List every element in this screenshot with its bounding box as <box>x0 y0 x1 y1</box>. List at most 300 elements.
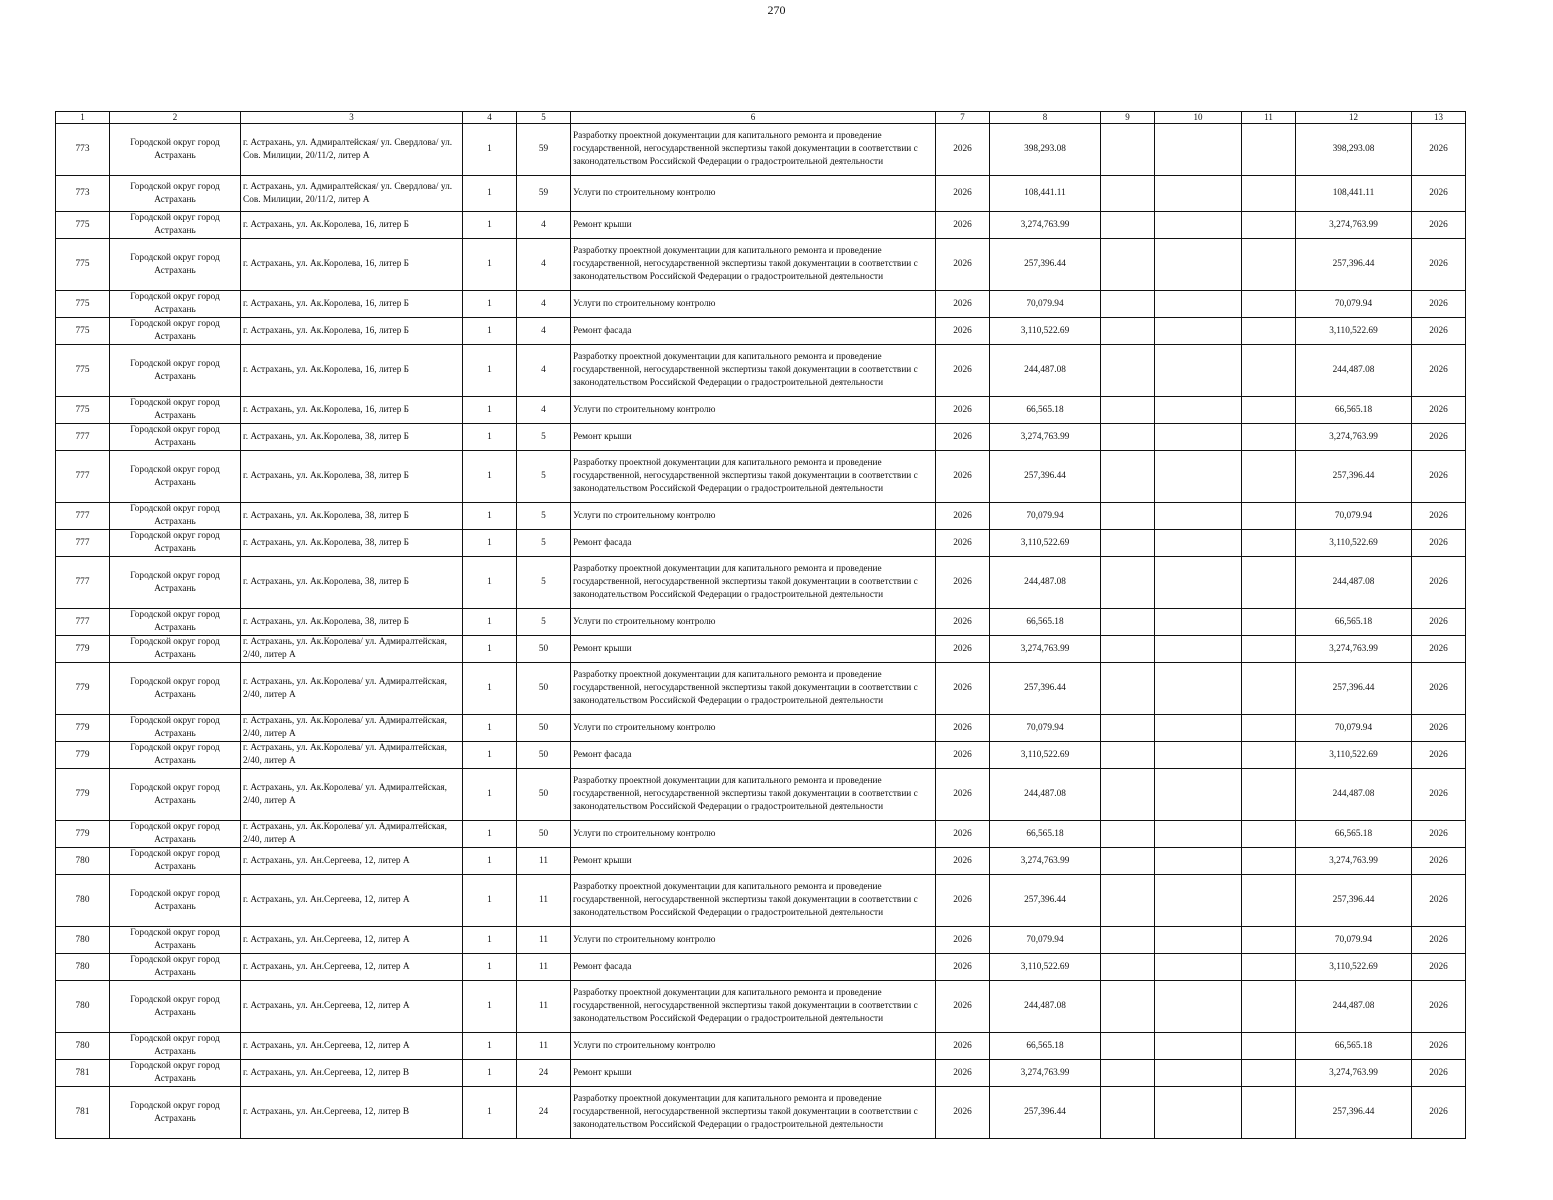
fund-cost-cell: 244,487.08 <box>1296 769 1412 821</box>
col11-cell <box>1242 1033 1296 1060</box>
year-cell: 2026 <box>936 451 990 503</box>
col9-cell <box>1101 1087 1155 1139</box>
fund-cost-cell: 257,396.44 <box>1296 875 1412 927</box>
col9-cell <box>1101 530 1155 557</box>
table-row <box>56 424 1466 451</box>
table-row <box>56 848 1466 875</box>
col4-cell: 1 <box>463 636 517 663</box>
table-row <box>56 609 1466 636</box>
year-cell: 2026 <box>936 424 990 451</box>
municipality-cell: Городской округ город Астрахань <box>110 954 241 981</box>
col5-cell: 50 <box>517 769 571 821</box>
col11-cell <box>1242 875 1296 927</box>
work-type-cell: Услуги по строительному контролю <box>571 397 936 424</box>
col10-cell <box>1155 1087 1242 1139</box>
col4-cell: 1 <box>463 212 517 239</box>
address-cell: г. Астрахань, ул. Ак.Королева, 16, литер Б <box>241 212 463 239</box>
col9-cell <box>1101 1033 1155 1060</box>
year-cell: 2026 <box>936 557 990 609</box>
col4-cell: 1 <box>463 875 517 927</box>
col5-cell: 59 <box>517 124 571 176</box>
col4-cell: 1 <box>463 742 517 769</box>
col4-cell: 1 <box>463 239 517 291</box>
col11-cell <box>1242 212 1296 239</box>
fund-cost-cell: 3,274,763.99 <box>1296 212 1412 239</box>
work-type-cell: Ремонт крыши <box>571 848 936 875</box>
col11-cell <box>1242 981 1296 1033</box>
fund-cost-cell: 257,396.44 <box>1296 663 1412 715</box>
total-cost-cell: 3,274,763.99 <box>990 1060 1101 1087</box>
table-row <box>56 981 1466 1033</box>
total-cost-cell: 3,274,763.99 <box>990 636 1101 663</box>
year-end-cell: 2026 <box>1412 424 1466 451</box>
col5-cell: 4 <box>517 291 571 318</box>
municipality-cell: Городской округ город Астрахань <box>110 848 241 875</box>
work-type-cell: Разработку проектной документации для капитального ремонта и проведение государственной, негосударственной экспертизы такой документации в соответствии с законодательством Российской Федерации о градостроительной деятельности <box>571 769 936 821</box>
fund-cost-cell: 3,110,522.69 <box>1296 954 1412 981</box>
year-end-cell: 2026 <box>1412 397 1466 424</box>
col9-cell <box>1101 742 1155 769</box>
total-cost-cell: 244,487.08 <box>990 345 1101 397</box>
work-type-cell: Ремонт крыши <box>571 212 936 239</box>
row-number: 780 <box>56 954 110 981</box>
total-cost-cell: 66,565.18 <box>990 397 1101 424</box>
col10-cell <box>1155 557 1242 609</box>
column-number-13: 13 <box>1412 112 1466 124</box>
year-end-cell: 2026 <box>1412 212 1466 239</box>
col10-cell <box>1155 239 1242 291</box>
address-cell: г. Астрахань, ул. Ак.Королева, 16, литер Б <box>241 239 463 291</box>
row-number: 777 <box>56 424 110 451</box>
year-end-cell: 2026 <box>1412 124 1466 176</box>
total-cost-cell: 3,274,763.99 <box>990 212 1101 239</box>
municipality-cell: Городской округ город Астрахань <box>110 503 241 530</box>
col4-cell: 1 <box>463 397 517 424</box>
table-row <box>56 742 1466 769</box>
column-number-2: 2 <box>110 112 241 124</box>
col10-cell <box>1155 875 1242 927</box>
table-row <box>56 1087 1466 1139</box>
table-row <box>56 821 1466 848</box>
fund-cost-cell: 70,079.94 <box>1296 291 1412 318</box>
year-cell: 2026 <box>936 742 990 769</box>
table-row <box>56 769 1466 821</box>
fund-cost-cell: 257,396.44 <box>1296 1087 1412 1139</box>
row-number: 777 <box>56 609 110 636</box>
work-type-cell: Разработку проектной документации для капитального ремонта и проведение государственной, негосударственной экспертизы такой документации в соответствии с законодательством Российской Федерации о градостроительной деятельности <box>571 981 936 1033</box>
year-end-cell: 2026 <box>1412 176 1466 212</box>
work-type-cell: Ремонт фасада <box>571 318 936 345</box>
col4-cell: 1 <box>463 715 517 742</box>
col5-cell: 4 <box>517 345 571 397</box>
fund-cost-cell: 70,079.94 <box>1296 503 1412 530</box>
col5-cell: 5 <box>517 557 571 609</box>
municipality-cell: Городской округ город Астрахань <box>110 451 241 503</box>
col11-cell <box>1242 769 1296 821</box>
col5-cell: 11 <box>517 954 571 981</box>
total-cost-cell: 257,396.44 <box>990 875 1101 927</box>
col10-cell <box>1155 769 1242 821</box>
table-row <box>56 715 1466 742</box>
col11-cell <box>1242 954 1296 981</box>
col9-cell <box>1101 557 1155 609</box>
year-end-cell: 2026 <box>1412 954 1466 981</box>
municipality-cell: Городской округ город Астрахань <box>110 663 241 715</box>
capital-repair-table <box>55 111 1466 1139</box>
col9-cell <box>1101 663 1155 715</box>
address-cell: г. Астрахань, ул. Ак.Королева, 38, литер Б <box>241 503 463 530</box>
year-cell: 2026 <box>936 848 990 875</box>
col4-cell: 1 <box>463 124 517 176</box>
table-row <box>56 397 1466 424</box>
col11-cell <box>1242 715 1296 742</box>
col5-cell: 11 <box>517 848 571 875</box>
work-type-cell: Услуги по строительному контролю <box>571 176 936 212</box>
col5-cell: 5 <box>517 530 571 557</box>
total-cost-cell: 244,487.08 <box>990 557 1101 609</box>
address-cell: г. Астрахань, ул. Ан.Сергеева, 12, литер А <box>241 927 463 954</box>
year-end-cell: 2026 <box>1412 821 1466 848</box>
address-cell: г. Астрахань, ул. Ан.Сергеева, 12, литер А <box>241 1033 463 1060</box>
col11-cell <box>1242 451 1296 503</box>
col9-cell <box>1101 954 1155 981</box>
col11-cell <box>1242 1060 1296 1087</box>
work-type-cell: Услуги по строительному контролю <box>571 291 936 318</box>
work-type-cell: Разработку проектной документации для капитального ремонта и проведение государственной, негосударственной экспертизы такой документации в соответствии с законодательством Российской Федерации о градостроительной деятельности <box>571 345 936 397</box>
municipality-cell: Городской округ город Астрахань <box>110 1033 241 1060</box>
col4-cell: 1 <box>463 176 517 212</box>
col9-cell <box>1101 848 1155 875</box>
municipality-cell: Городской округ город Астрахань <box>110 769 241 821</box>
total-cost-cell: 3,274,763.99 <box>990 848 1101 875</box>
col9-cell <box>1101 503 1155 530</box>
fund-cost-cell: 398,293.08 <box>1296 124 1412 176</box>
table-row <box>56 954 1466 981</box>
row-number: 779 <box>56 742 110 769</box>
col4-cell: 1 <box>463 451 517 503</box>
year-cell: 2026 <box>936 212 990 239</box>
work-type-cell: Ремонт крыши <box>571 636 936 663</box>
col4-cell: 1 <box>463 530 517 557</box>
table-row <box>56 451 1466 503</box>
col10-cell <box>1155 715 1242 742</box>
work-type-cell: Услуги по строительному контролю <box>571 927 936 954</box>
work-type-cell: Ремонт фасада <box>571 742 936 769</box>
col5-cell: 11 <box>517 875 571 927</box>
row-number: 780 <box>56 1033 110 1060</box>
fund-cost-cell: 3,274,763.99 <box>1296 636 1412 663</box>
table-row <box>56 291 1466 318</box>
table-row <box>56 1060 1466 1087</box>
col5-cell: 59 <box>517 176 571 212</box>
address-cell: г. Астрахань, ул. Ак.Королева/ ул. Адмиралтейская, 2/40, литер А <box>241 821 463 848</box>
fund-cost-cell: 70,079.94 <box>1296 927 1412 954</box>
address-cell: г. Астрахань, ул. Ан.Сергеева, 12, литер В <box>241 1060 463 1087</box>
work-type-cell: Разработку проектной документации для капитального ремонта и проведение государственной, негосударственной экспертизы такой документации в соответствии с законодательством Российской Федерации о градостроительной деятельности <box>571 1087 936 1139</box>
column-number-row <box>56 112 1466 124</box>
col10-cell <box>1155 954 1242 981</box>
fund-cost-cell: 66,565.18 <box>1296 397 1412 424</box>
table-row <box>56 124 1466 176</box>
work-type-cell: Ремонт крыши <box>571 1060 936 1087</box>
municipality-cell: Городской округ город Астрахань <box>110 1060 241 1087</box>
year-cell: 2026 <box>936 176 990 212</box>
fund-cost-cell: 244,487.08 <box>1296 981 1412 1033</box>
fund-cost-cell: 70,079.94 <box>1296 715 1412 742</box>
municipality-cell: Городской округ город Астрахань <box>110 981 241 1033</box>
col11-cell <box>1242 742 1296 769</box>
year-cell: 2026 <box>936 1060 990 1087</box>
col4-cell: 1 <box>463 424 517 451</box>
col9-cell <box>1101 821 1155 848</box>
col5-cell: 11 <box>517 927 571 954</box>
fund-cost-cell: 66,565.18 <box>1296 821 1412 848</box>
row-number: 775 <box>56 397 110 424</box>
col11-cell <box>1242 848 1296 875</box>
address-cell: г. Астрахань, ул. Ак.Королева, 38, литер Б <box>241 530 463 557</box>
year-cell: 2026 <box>936 927 990 954</box>
col10-cell <box>1155 345 1242 397</box>
work-type-cell: Ремонт фасада <box>571 530 936 557</box>
year-cell: 2026 <box>936 291 990 318</box>
year-cell: 2026 <box>936 397 990 424</box>
column-number-5: 5 <box>517 112 571 124</box>
col10-cell <box>1155 927 1242 954</box>
total-cost-cell: 398,293.08 <box>990 124 1101 176</box>
municipality-cell: Городской округ город Астрахань <box>110 424 241 451</box>
address-cell: г. Астрахань, ул. Ак.Королева, 38, литер Б <box>241 424 463 451</box>
column-number-10: 10 <box>1155 112 1242 124</box>
municipality-cell: Городской округ город Астрахань <box>110 212 241 239</box>
municipality-cell: Городской округ город Астрахань <box>110 345 241 397</box>
year-cell: 2026 <box>936 503 990 530</box>
total-cost-cell: 66,565.18 <box>990 609 1101 636</box>
year-end-cell: 2026 <box>1412 291 1466 318</box>
year-cell: 2026 <box>936 530 990 557</box>
year-cell: 2026 <box>936 636 990 663</box>
col10-cell <box>1155 397 1242 424</box>
col10-cell <box>1155 212 1242 239</box>
column-number-1: 1 <box>56 112 110 124</box>
municipality-cell: Городской округ город Астрахань <box>110 176 241 212</box>
total-cost-cell: 70,079.94 <box>990 503 1101 530</box>
col5-cell: 4 <box>517 239 571 291</box>
table-row <box>56 176 1466 212</box>
address-cell: г. Астрахань, ул. Ак.Королева, 38, литер Б <box>241 557 463 609</box>
address-cell: г. Астрахань, ул. Ак.Королева, 16, литер Б <box>241 397 463 424</box>
work-type-cell: Разработку проектной документации для капитального ремонта и проведение государственной, негосударственной экспертизы такой документации в соответствии с законодательством Российской Федерации о градостроительной деятельности <box>571 663 936 715</box>
row-number: 781 <box>56 1060 110 1087</box>
year-end-cell: 2026 <box>1412 318 1466 345</box>
year-cell: 2026 <box>936 663 990 715</box>
year-end-cell: 2026 <box>1412 875 1466 927</box>
address-cell: г. Астрахань, ул. Ак.Королева/ ул. Адмиралтейская, 2/40, литер А <box>241 742 463 769</box>
year-end-cell: 2026 <box>1412 1060 1466 1087</box>
row-number: 781 <box>56 1087 110 1139</box>
col4-cell: 1 <box>463 1033 517 1060</box>
year-cell: 2026 <box>936 875 990 927</box>
col11-cell <box>1242 345 1296 397</box>
col11-cell <box>1242 821 1296 848</box>
row-number: 775 <box>56 212 110 239</box>
col4-cell: 1 <box>463 345 517 397</box>
fund-cost-cell: 3,274,763.99 <box>1296 1060 1412 1087</box>
col11-cell <box>1242 239 1296 291</box>
fund-cost-cell: 3,274,763.99 <box>1296 424 1412 451</box>
column-number-3: 3 <box>241 112 463 124</box>
col10-cell <box>1155 424 1242 451</box>
work-type-cell: Разработку проектной документации для капитального ремонта и проведение государственной, негосударственной экспертизы такой документации в соответствии с законодательством Российской Федерации о градостроительной деятельности <box>571 451 936 503</box>
column-number-4: 4 <box>463 112 517 124</box>
col10-cell <box>1155 821 1242 848</box>
col11-cell <box>1242 636 1296 663</box>
year-end-cell: 2026 <box>1412 927 1466 954</box>
table-row <box>56 503 1466 530</box>
col9-cell <box>1101 345 1155 397</box>
col5-cell: 24 <box>517 1087 571 1139</box>
col10-cell <box>1155 291 1242 318</box>
year-end-cell: 2026 <box>1412 981 1466 1033</box>
municipality-cell: Городской округ город Астрахань <box>110 609 241 636</box>
address-cell: г. Астрахань, ул. Ан.Сергеева, 12, литер А <box>241 848 463 875</box>
year-end-cell: 2026 <box>1412 769 1466 821</box>
col4-cell: 1 <box>463 1060 517 1087</box>
total-cost-cell: 244,487.08 <box>990 981 1101 1033</box>
table-row <box>56 239 1466 291</box>
col11-cell <box>1242 557 1296 609</box>
col11-cell <box>1242 530 1296 557</box>
col11-cell <box>1242 291 1296 318</box>
fund-cost-cell: 66,565.18 <box>1296 609 1412 636</box>
fund-cost-cell: 257,396.44 <box>1296 239 1412 291</box>
col4-cell: 1 <box>463 927 517 954</box>
column-number-7: 7 <box>936 112 990 124</box>
row-number: 777 <box>56 530 110 557</box>
address-cell: г. Астрахань, ул. Ак.Королева, 16, литер Б <box>241 318 463 345</box>
address-cell: г. Астрахань, ул. Ан.Сергеева, 12, литер А <box>241 875 463 927</box>
address-cell: г. Астрахань, ул. Ан.Сергеева, 12, литер В <box>241 1087 463 1139</box>
row-number: 780 <box>56 848 110 875</box>
municipality-cell: Городской округ город Астрахань <box>110 927 241 954</box>
col10-cell <box>1155 981 1242 1033</box>
col5-cell: 5 <box>517 424 571 451</box>
col9-cell <box>1101 212 1155 239</box>
fund-cost-cell: 244,487.08 <box>1296 557 1412 609</box>
page-number: 270 <box>767 3 786 17</box>
year-cell: 2026 <box>936 124 990 176</box>
fund-cost-cell: 66,565.18 <box>1296 1033 1412 1060</box>
row-number: 779 <box>56 821 110 848</box>
fund-cost-cell: 3,110,522.69 <box>1296 318 1412 345</box>
municipality-cell: Городской округ город Астрахань <box>110 636 241 663</box>
total-cost-cell: 244,487.08 <box>990 769 1101 821</box>
address-cell: г. Астрахань, ул. Адмиралтейская/ ул. Свердлова/ ул. Сов. Милиции, 20/11/2, литер А <box>241 124 463 176</box>
work-type-cell: Ремонт фасада <box>571 954 936 981</box>
col9-cell <box>1101 397 1155 424</box>
col9-cell <box>1101 981 1155 1033</box>
table-row <box>56 345 1466 397</box>
work-type-cell: Услуги по строительному контролю <box>571 1033 936 1060</box>
year-end-cell: 2026 <box>1412 1087 1466 1139</box>
col5-cell: 5 <box>517 451 571 503</box>
municipality-cell: Городской округ город Астрахань <box>110 1087 241 1139</box>
col4-cell: 1 <box>463 821 517 848</box>
fund-cost-cell: 244,487.08 <box>1296 345 1412 397</box>
table-row <box>56 927 1466 954</box>
col10-cell <box>1155 503 1242 530</box>
col9-cell <box>1101 609 1155 636</box>
row-number: 779 <box>56 636 110 663</box>
col9-cell <box>1101 875 1155 927</box>
table-row <box>56 875 1466 927</box>
row-number: 775 <box>56 318 110 345</box>
col5-cell: 50 <box>517 821 571 848</box>
column-number-11: 11 <box>1242 112 1296 124</box>
work-type-cell: Разработку проектной документации для капитального ремонта и проведение государственной, негосударственной экспертизы такой документации в соответствии с законодательством Российской Федерации о градостроительной деятельности <box>571 239 936 291</box>
col5-cell: 50 <box>517 663 571 715</box>
col9-cell <box>1101 239 1155 291</box>
year-end-cell: 2026 <box>1412 239 1466 291</box>
col10-cell <box>1155 176 1242 212</box>
col9-cell <box>1101 176 1155 212</box>
col11-cell <box>1242 1087 1296 1139</box>
address-cell: г. Астрахань, ул. Ак.Королева/ ул. Адмиралтейская, 2/40, литер А <box>241 769 463 821</box>
row-number: 777 <box>56 503 110 530</box>
col11-cell <box>1242 318 1296 345</box>
year-end-cell: 2026 <box>1412 663 1466 715</box>
row-number: 773 <box>56 124 110 176</box>
col5-cell: 11 <box>517 981 571 1033</box>
year-end-cell: 2026 <box>1412 609 1466 636</box>
col9-cell <box>1101 927 1155 954</box>
col9-cell <box>1101 636 1155 663</box>
work-type-cell: Разработку проектной документации для капитального ремонта и проведение государственной, негосударственной экспертизы такой документации в соответствии с законодательством Российской Федерации о градостроительной деятельности <box>571 557 936 609</box>
year-cell: 2026 <box>936 981 990 1033</box>
work-type-cell: Разработку проектной документации для капитального ремонта и проведение государственной, негосударственной экспертизы такой документации в соответствии с законодательством Российской Федерации о градостроительной деятельности <box>571 875 936 927</box>
total-cost-cell: 257,396.44 <box>990 451 1101 503</box>
municipality-cell: Городской округ город Астрахань <box>110 875 241 927</box>
total-cost-cell: 3,110,522.69 <box>990 742 1101 769</box>
fund-cost-cell: 3,274,763.99 <box>1296 848 1412 875</box>
table-body <box>56 124 1466 1139</box>
col4-cell: 1 <box>463 848 517 875</box>
address-cell: г. Астрахань, ул. Ак.Королева, 38, литер Б <box>241 609 463 636</box>
total-cost-cell: 257,396.44 <box>990 663 1101 715</box>
col11-cell <box>1242 927 1296 954</box>
col10-cell <box>1155 451 1242 503</box>
col11-cell <box>1242 176 1296 212</box>
col10-cell <box>1155 318 1242 345</box>
fund-cost-cell: 257,396.44 <box>1296 451 1412 503</box>
col5-cell: 50 <box>517 715 571 742</box>
work-type-cell: Услуги по строительному контролю <box>571 609 936 636</box>
col9-cell <box>1101 769 1155 821</box>
municipality-cell: Городской округ город Астрахань <box>110 318 241 345</box>
row-number: 773 <box>56 176 110 212</box>
municipality-cell: Городской округ город Астрахань <box>110 291 241 318</box>
col4-cell: 1 <box>463 291 517 318</box>
fund-cost-cell: 3,110,522.69 <box>1296 530 1412 557</box>
fund-cost-cell: 108,441.11 <box>1296 176 1412 212</box>
municipality-cell: Городской округ город Астрахань <box>110 715 241 742</box>
row-number: 775 <box>56 345 110 397</box>
table-row <box>56 636 1466 663</box>
col4-cell: 1 <box>463 318 517 345</box>
col4-cell: 1 <box>463 609 517 636</box>
work-type-cell: Услуги по строительному контролю <box>571 503 936 530</box>
table-row <box>56 557 1466 609</box>
row-number: 777 <box>56 557 110 609</box>
